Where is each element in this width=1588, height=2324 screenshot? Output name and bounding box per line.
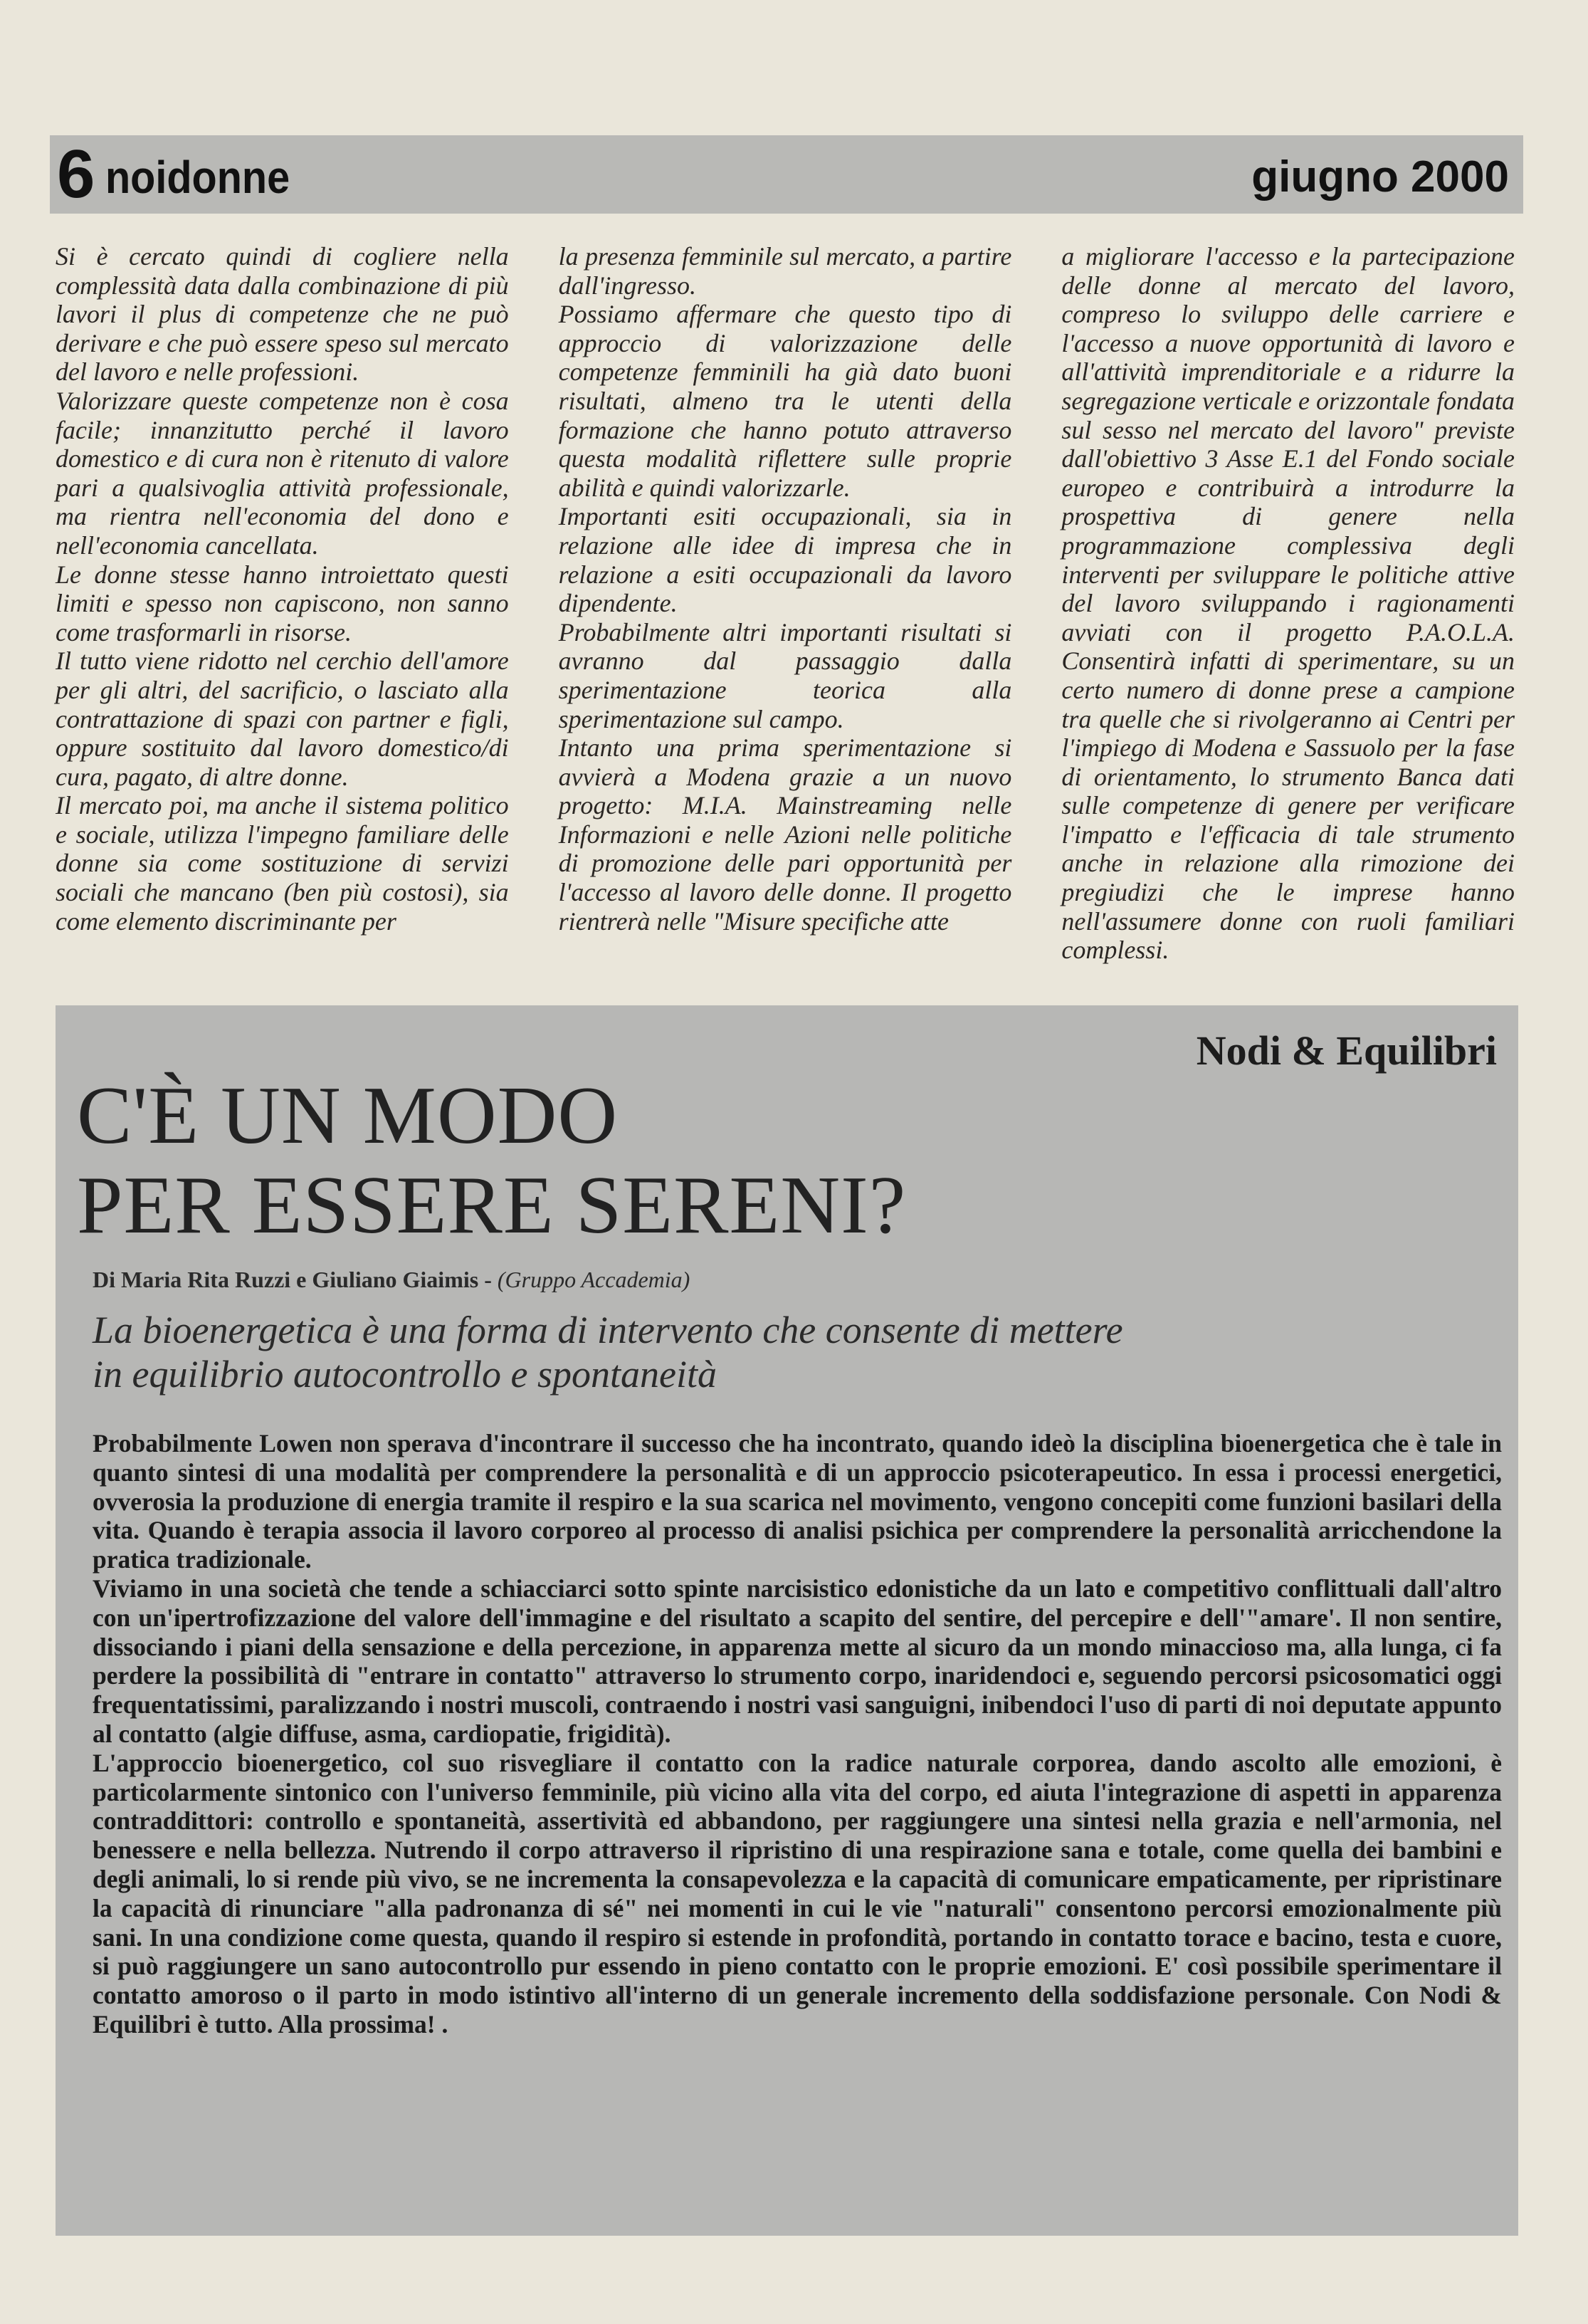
paragraph: Il mercato poi, ma anche il sistema politico e sociale, utilizza l'impegno familiare delle donne sia come sostituzione di servizi sociali che mancano (ben più costosi), sia come elemento discriminante per — [56, 791, 509, 936]
rubric-label: Nodi & Equilibri — [1196, 1027, 1497, 1074]
byline — [93, 1267, 690, 1293]
paragraph: a migliorare l'accesso e la partecipazione delle donne al mercato del lavoro, compreso lo sviluppo delle carriere e l'accesso a nuove opportunità di lavoro e all'attività imprenditoriale e a ridurre la segregazione verticale e orizzontale fondata sul sesso nel mercato del lavoro" previste dall'obiettivo 3 Asse E.1 del Fondo sociale europeo e contribuirà a introdurre la prospettiva di genere nella programmazione complessiva degli interventi per sviluppare le politiche attive del lavoro sviluppando i ragionamenti avviati con il progetto P.A.O.L.A. Consentirà infatti di sperimentare, su un certo numero di donne prese a campione tra quelle che si rivolgeranno ai Centri per l'impiego di Modena e Sassuolo per la fase di orientamento, lo strumento Banca dati sulle competenze di genere per verificare l'impatto e l'efficacia di tale strumento anche in relazione alla rimozione dei pregiudizi che le imprese hanno nell'assumere donne con ruoli familiari complessi. — [1061, 242, 1515, 965]
byline-authors: Di Maria Rita Ruzzi e Giuliano Giaimis - — [93, 1267, 498, 1292]
feature-subtitle: La bioenergetica è una forma di intervento che consente di mettere in equilibrio autocontrollo e spontaneità — [93, 1309, 1123, 1396]
paragraph: Possiamo affermare che questo tipo di approccio di valorizzazione delle competenze femminili ha già dato buoni risultati, almeno tra le utenti della formazione che hanno potuto attraverso questa modalità riflettere sulle proprie abilità e quindi valorizzarle. — [558, 300, 1012, 502]
page-header — [50, 135, 1523, 214]
paragraph: Il tutto viene ridotto nel cerchio dell'amore per gli altri, del sacrificio, o lasciato alla contrattazione di spazi con partner e figli, oppure sostituito dal lavoro domestico/di cura, pagato, di altre donne. — [56, 647, 509, 791]
paragraph: Viviamo in una società che tende a schiacciarci sotto spinte narcisistico edonistiche da un lato e competitivo conflittuali dall'altro con un'ipertrofizzazione del valore dell'immagine e del risultato a scapito del sentire, del percepire e dell'"amare'. Il non sentire, dissociando i piani della sensazione e della percezione, in apparenza mette al sicuro da un mondo minaccioso ma, alla lunga, ci fa perdere la possibilità di "entrare in contatto" attraverso lo strumento corpo, inaridendoci e, seguendo percorsi psicosomatici oggi frequentatissimi, paralizzando i nostri muscoli, contraendo i nostri vasi sanguigni, inibendoci l'uso di parti di noi deputate appunto al contatto (algie diffuse, asma, cardiopatie, frigidità). — [93, 1574, 1502, 1748]
paragraph: Intanto una prima sperimentazione si avvierà a Modena grazie a un nuovo progetto: M.I.A. Mainstreaming nelle Informazioni e nelle Azioni nelle politiche di promozione delle pari opportunità per l'accesso al lavoro delle donne. Il progetto rientrerà nelle "Misure specifiche atte — [558, 733, 1012, 936]
page-number: 6 — [57, 136, 95, 212]
feature-box — [56, 1005, 1518, 2236]
column-2 — [559, 242, 1012, 961]
byline-group: (Gruppo Accademia) — [497, 1267, 690, 1292]
paragraph: Si è cercato quindi di cogliere nella complessità data dalla combinazione di più lavori il plus di competenze che ne può derivare e che può essere speso sul mercato del lavoro e nelle professioni. — [56, 242, 509, 387]
magazine-name: noidonne — [105, 152, 290, 203]
feature-body — [93, 1429, 1502, 2039]
column-3 — [1061, 242, 1515, 965]
paragraph: Probabilmente Lowen non sperava d'incontrare il successo che ha incontrato, quando ideò la disciplina bioenergetica che è tale in quanto sintesi di una modalità per comprendere la personalità e di un approccio psicoterapeutico. In essa i processi energetici, ovverosia la produzione di energia tramite il respiro e la sua scarica nel movimento, vengono concepiti come funzioni basilari della vita. Quando è terapia associa il lavoro corporeo al processo di analisi psichica per comprendere la personalità arricchendone la pratica tradizionale. — [93, 1429, 1502, 1574]
title-line-2: PER ESSERE SERENI? — [77, 1160, 907, 1251]
title-line-1: C'È UN MODO — [77, 1070, 619, 1161]
paragraph: L'approccio bioenergetico, col suo risvegliare il contatto con la radice naturale corporea, dando ascolto alle emozioni, è particolarmente sintonico con l'universo femminile, più vicino alla vita del corpo, ed aiuta l'integrazione di aspetti in apparenza contraddittori: controllo e spontaneità, assertività ed abbandono, per raggiungere una sintesi nella grazia e nell'armonia, nel benessere e nella bellezza. Nutrendo il corpo attraverso il ripristino di una respirazione sana e totale, come quella dei bambini e degli animali, lo si rende più vivo, se ne incrementa la consapevolezza e la capacità di comunicare empaticamente, per ripristinare la capacità di rinunciare "alla padronanza di sé" nei momenti in cui le vie "naturali" consentono percorsi emozionalmente più sani. In una condizione come questa, quando il respiro si estende in profondità, portando in contatto torace e bacino, testa e cuore, si può raggiungere un sano autocontrollo pur essendo in pieno contatto con le proprie emozioni. E' così possibile sperimentare il contatto amoroso o il parto in modo istintivo all'interno di un generale incremento della soddisfazione personale. Con Nodi & Equilibri è tutto. Alla prossima! . — [93, 1748, 1502, 2038]
column-1 — [56, 242, 509, 961]
issue-date: giugno 2000 — [1251, 152, 1509, 201]
paragraph: Importanti esiti occupazionali, sia in relazione alle idee di impresa che in relazione a esiti occupazionali da lavoro dipendente. — [558, 502, 1012, 618]
paragraph: Valorizzare queste competenze non è cosa facile; innanzitutto perché il lavoro domestico e di cura non è ritenuto di valore pari a qualsivoglia attività professionale, ma rientra nell'economia del dono e nell'economia cancellata. — [56, 386, 509, 560]
paragraph: Probabilmente altri importanti risultati si avranno dal passaggio dalla sperimentazione teorica alla sperimentazione sul campo. — [558, 617, 1012, 733]
paragraph: la presenza femminile sul mercato, a partire dall'ingresso. — [558, 242, 1012, 300]
paragraph: Le donne stesse hanno introiettato questi limiti e spesso non capiscono, non sanno come trasformarli in risorse. — [56, 560, 509, 647]
article-columns — [56, 242, 1515, 965]
feature-title — [77, 1071, 906, 1250]
